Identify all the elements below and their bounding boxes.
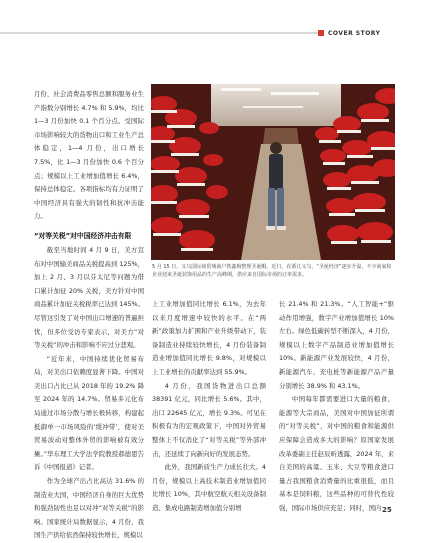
paragraph: 截至当地时间 4 月 9 日，美方宣布对中国输美商品关税提高到 125%，加上 2 月、3 月以芬太尼等问题为借口累计加征 20% 关税，美方针对中国商品累计加征关税税率已达到 145%。尽管这引发了对中国出口增速的普遍担忧，但多位受访专家表示，对美方“对等关税”的冲击和影响不应过分悲观。 — [34, 245, 144, 350]
page-header — [0, 28, 427, 38]
paragraph: 中国每年都需要进口大量的粮食、能源等大宗商品，美国对中国加征所谓的“对等关税”，对中国的粮食和能源供应保障会造成多大的影响？原国家发展改革委副主任赵辰昕透露，2024 年，来自美国的高粱、玉米、大豆等粮食进口量占我国粮食消费量的比重很低，而且基本是饲料粮，这些品种的可替代性较强，国际市场供应充足；同时，国内 — [279, 395, 394, 512]
paragraph: 4 月份，我国货物进出口总额 38391 亿元，同比增长 5.6%。其中，出口 22645 亿元，增长 9.3%。可见在积极有为的宏观政策下，中国对外贸易整体上不仅消化了“对等关税”等外部冲击，还延续了向新向好的发展态势。 — [152, 381, 266, 458]
paragraph: 此外，我国新质生产力成长壮大。4 月份，规模以上高技术制造业增加值同比增长 10%，其中航空航天相关设备制造、集成电路制造增加值分别增 — [152, 463, 266, 512]
paragraph: 上工业增加值同比增长 6.1%，为去年以来月度增速中较快的水平。在“两新”政策加力扩围和产业升级带动下，装备制造业持续较快增长，4 月份装备制造业增加值同比增长 9.8%，对规模以上工业增长的贡献率达到 55.9%。 — [152, 300, 266, 376]
section-heading: “对等关税”对中国经济冲击有限 — [34, 231, 132, 240]
text-column-1 — [34, 88, 144, 543]
section-tag-label: COVER STORY — [328, 29, 381, 37]
page-number: 25 — [382, 506, 392, 514]
text-column-2 — [152, 298, 266, 516]
photo-caption: 5 月 15 日，义乌国际商贸城商户铁鑫梅整理圣诞帽。近日，在浙江义乌，“圣诞经济”逐步升温，不少商家和企业迎来圣诞装饰用品的生产高峰期，供应来自国际市场的订单需求。 — [152, 264, 392, 278]
section-tag — [318, 28, 427, 38]
paragraph: 作为全球产出占比高达 31.6% 的制造业大国，中国经济自身的巨大优势和强劲韧性也足以对冲“对等关税”的影响。国家统计局数据显示，4 月份，我国生产供给依然保持较快增长，规模以 — [34, 477, 144, 540]
header-rule — [0, 32, 318, 34]
paragraph: 长 21.4% 和 21.3%。“人工智能+”驱动作用增强，数字产业增加值增长 10% 左右。绿色低碳转型不断深入，4 月份，规模以上数字产品制造业增加值增长 10%。新能源产业发展较快，4 月份，新能源汽车、充电桩等新能源产品产量分别增长 38.9% 和 43.1%。 — [279, 300, 394, 390]
paragraph: 月份，社会消费品零售总额和服务业生产指数分别增长 4.7% 和 5.9%，均比 1—3 月份加快 0.1 个百分点。受国际市场影响较大的货物出口和工业生产总体稳定，1—4 月份，出口增长 7.5%，比 1—3 月份加快 0.6 个百分点；规模以上工业增加值增长 6.4%，保持总体稳定。各项指标均有力证明了中国经济具有强大的韧性和抗冲击能力。 — [34, 90, 144, 221]
market-photo — [151, 84, 395, 260]
santa-hats-store-image — [151, 84, 395, 260]
text-column-3 — [279, 298, 394, 516]
section-marker-icon — [318, 30, 324, 36]
paragraph: “近年来，中国持续优化贸易布局，对美出口依赖度显著下降。中国对美出口占比已从 2018 年的 19.2% 降至 2024 年的 14.7%。贸易多元化布局通过市场分散与增长极转移，构建起抵御单一市场风险的‘缓冲带’，使对美贸易波动对整体外贸的影响被有效分摊。”华东理工大学法学院教授郝德恩告诉《中国报道》记者。 — [34, 354, 144, 472]
